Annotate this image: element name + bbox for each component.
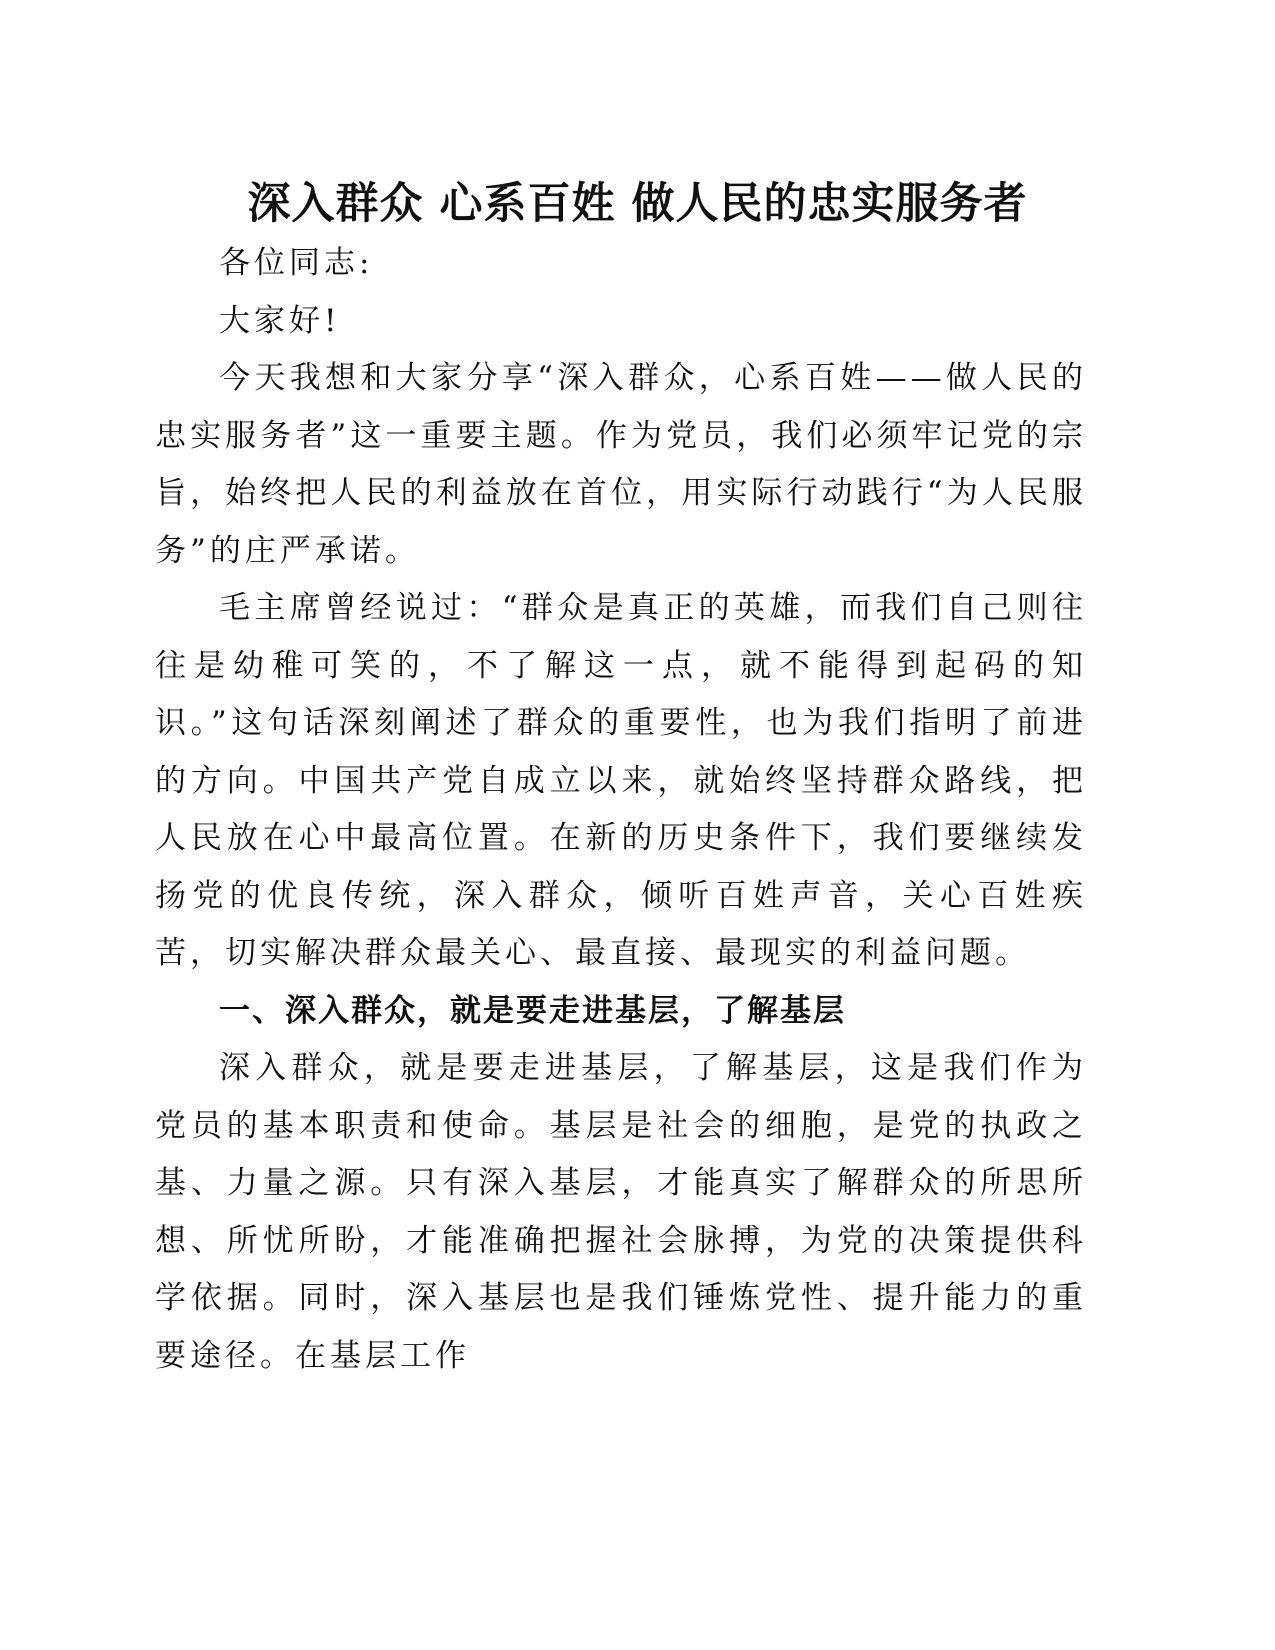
document-title: 深入群众 心系百姓 做人民的忠实服务者 [247,179,1028,229]
body-paragraph: 今天我想和大家分享“深入群众，心系百姓——做人民的忠实服务者”这一重要主题。作为党员，我们必须牢记党的宗旨，始终把人民的利益放在首位，用实际行动践行“为人民服务”的庄严承诺。 [155,360,1087,569]
document-body [155,235,1087,1385]
body-paragraph: 毛主席曾经说过：“群众是真正的英雄，而我们自己则往往是幼稚可笑的，不了解这一点，就不能得到起码的知识。”这句话深刻阐述了群众的重要性，也为我们指明了前进的方向。中国共产党自成立以来，就始终坚持群众路线，把人民放在心中最高位置。在新的历史条件下，我们要继续发扬党的优良传统，深入群众，倾听百姓声音，关心百姓疾苦，切实解决群众最关心、最直接、最现实的利益问题。 [155,590,1087,971]
greeting: 大家好! [219,302,341,339]
salutation: 各位同志: [219,245,374,281]
section-paragraph: 深入群众，就是要走进基层，了解基层，这是我们作为党员的基本职责和使命。基层是社会的细胞，是党的执政之基、力量之源。只有深入基层，才能真实了解群众的所思所想、所忧所盼，才能准确把握社会脉搏，为党的决策提供科学依据。同时，深入基层也是我们锤炼党性、提升能力的重要途径。在基层工作 [155,1050,1087,1374]
section-heading: 一、深入群众，就是要走进基层，了解基层 [219,992,846,1029]
